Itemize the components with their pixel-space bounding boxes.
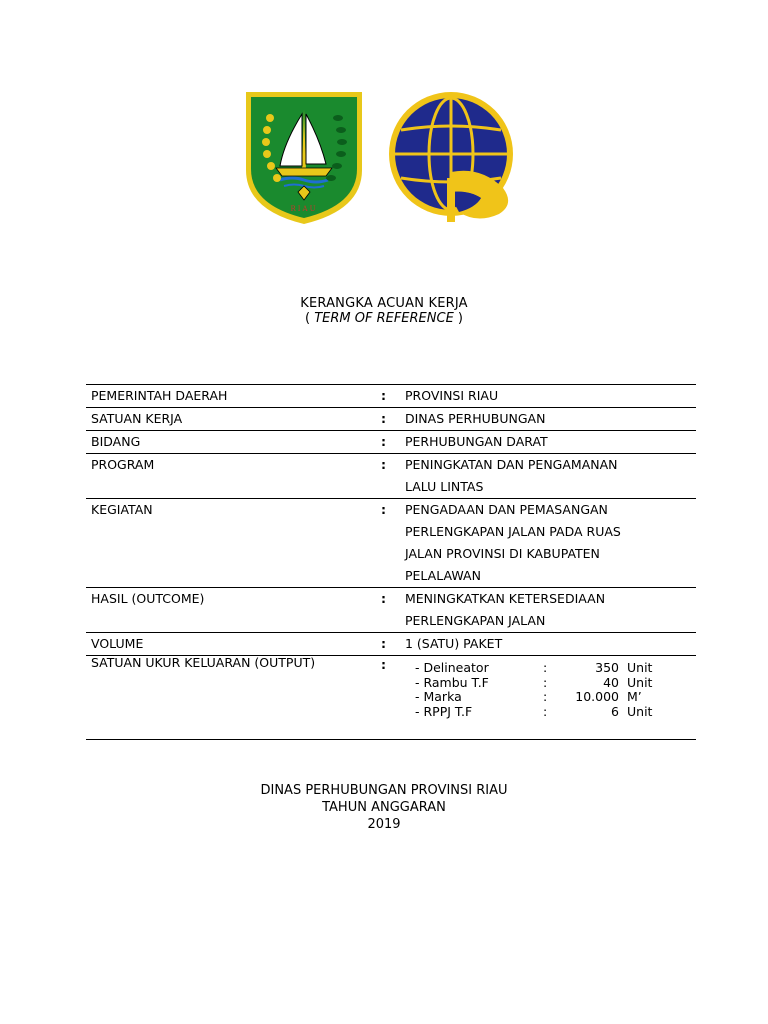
row-separator: : bbox=[381, 502, 386, 517]
value-line: PERHUBUNGAN DARAT bbox=[405, 434, 548, 449]
value-line: PENINGKATAN DAN PENGAMANAN bbox=[405, 457, 618, 472]
output-item bbox=[415, 676, 696, 691]
output-item bbox=[415, 661, 696, 676]
table-row bbox=[86, 588, 696, 633]
output-item-name: - Marka bbox=[415, 689, 462, 704]
row-separator: : bbox=[381, 434, 386, 449]
footer-agency: DINAS PERHUBUNGAN PROVINSI RIAU bbox=[260, 783, 508, 798]
value-line: PENGADAAN DAN PEMASANGAN bbox=[405, 502, 608, 517]
footer-budget-label: TAHUN ANGGARAN bbox=[322, 800, 446, 815]
row-label: SATUAN KERJA bbox=[91, 411, 183, 426]
output-item-unit: M’ bbox=[627, 689, 642, 704]
subtitle-close-paren: ) bbox=[453, 311, 464, 326]
subtitle-italic-text: TERM OF REFERENCE bbox=[314, 311, 454, 326]
riau-emblem-inscription: RIAU bbox=[290, 205, 318, 213]
row-separator: : bbox=[381, 657, 386, 672]
row-separator: : bbox=[381, 388, 386, 403]
document-subtitle bbox=[0, 311, 768, 326]
row-separator: : bbox=[381, 591, 386, 606]
value-line: 1 (SATU) PAKET bbox=[405, 636, 503, 651]
value-line: MENINGKATKAN KETERSEDIAAN bbox=[405, 591, 606, 606]
row-label: KEGIATAN bbox=[91, 502, 153, 517]
table-row bbox=[86, 385, 696, 408]
row-separator: : bbox=[381, 411, 386, 426]
output-item-separator: : bbox=[543, 703, 548, 719]
value-line: JALAN PROVINSI DI KABUPATEN bbox=[405, 546, 600, 561]
output-item-name: - Rambu T.F bbox=[415, 674, 489, 690]
row-value bbox=[405, 499, 696, 588]
row-label: PEMERINTAH DAERAH bbox=[91, 388, 228, 403]
row-label: HASIL (OUTCOME) bbox=[91, 591, 205, 606]
output-item-name: - RPPJ T.F bbox=[415, 703, 473, 719]
output-item-quantity: 10.000 bbox=[575, 689, 619, 704]
table-row bbox=[86, 408, 696, 431]
row-separator: : bbox=[381, 457, 386, 472]
table-row-output bbox=[86, 656, 696, 740]
row-value bbox=[405, 408, 696, 431]
row-value bbox=[405, 454, 696, 499]
row-label: BIDANG bbox=[91, 434, 141, 449]
reference-info-table bbox=[86, 384, 696, 740]
output-item-quantity: 40 bbox=[603, 674, 619, 690]
output-item-name: - Delineator bbox=[415, 660, 489, 675]
table-row bbox=[86, 499, 696, 588]
table-row bbox=[86, 454, 696, 499]
output-item-unit: Unit bbox=[627, 660, 653, 675]
value-line: DINAS PERHUBUNGAN bbox=[405, 411, 546, 426]
table-row bbox=[86, 633, 696, 656]
row-value bbox=[405, 431, 696, 454]
output-item bbox=[415, 705, 696, 720]
output-item-separator: : bbox=[543, 660, 548, 675]
footer-year: 2019 bbox=[367, 817, 401, 832]
riau-province-emblem-icon bbox=[242, 88, 366, 228]
ministry-of-transportation-emblem-icon bbox=[385, 92, 527, 226]
row-value bbox=[405, 385, 696, 408]
output-item-unit: Unit bbox=[627, 674, 653, 690]
table-row bbox=[86, 431, 696, 454]
output-item bbox=[415, 690, 696, 705]
row-value bbox=[405, 588, 696, 633]
row-value bbox=[405, 633, 696, 656]
row-label: PROGRAM bbox=[91, 457, 155, 472]
row-separator: : bbox=[381, 636, 386, 651]
output-item-separator: : bbox=[543, 689, 548, 704]
output-item-unit: Unit bbox=[627, 703, 653, 719]
value-line: PELALAWAN bbox=[405, 568, 481, 583]
value-line: PERLENGKAPAN JALAN PADA RUAS bbox=[405, 524, 621, 539]
output-item-separator: : bbox=[543, 674, 548, 690]
output-item-quantity: 350 bbox=[595, 660, 619, 675]
value-line: PERLENGKAPAN JALAN bbox=[405, 613, 546, 628]
output-list bbox=[405, 656, 696, 740]
subtitle-open-paren: ( bbox=[304, 311, 315, 326]
value-line: PROVINSI RIAU bbox=[405, 388, 499, 403]
row-label: SATUAN UKUR KELUARAN (OUTPUT) bbox=[91, 655, 316, 670]
row-label: VOLUME bbox=[91, 636, 144, 651]
document-title: KERANGKA ACUAN KERJA bbox=[300, 296, 468, 311]
output-item-quantity: 6 bbox=[611, 703, 619, 719]
value-line: LALU LINTAS bbox=[405, 479, 484, 494]
